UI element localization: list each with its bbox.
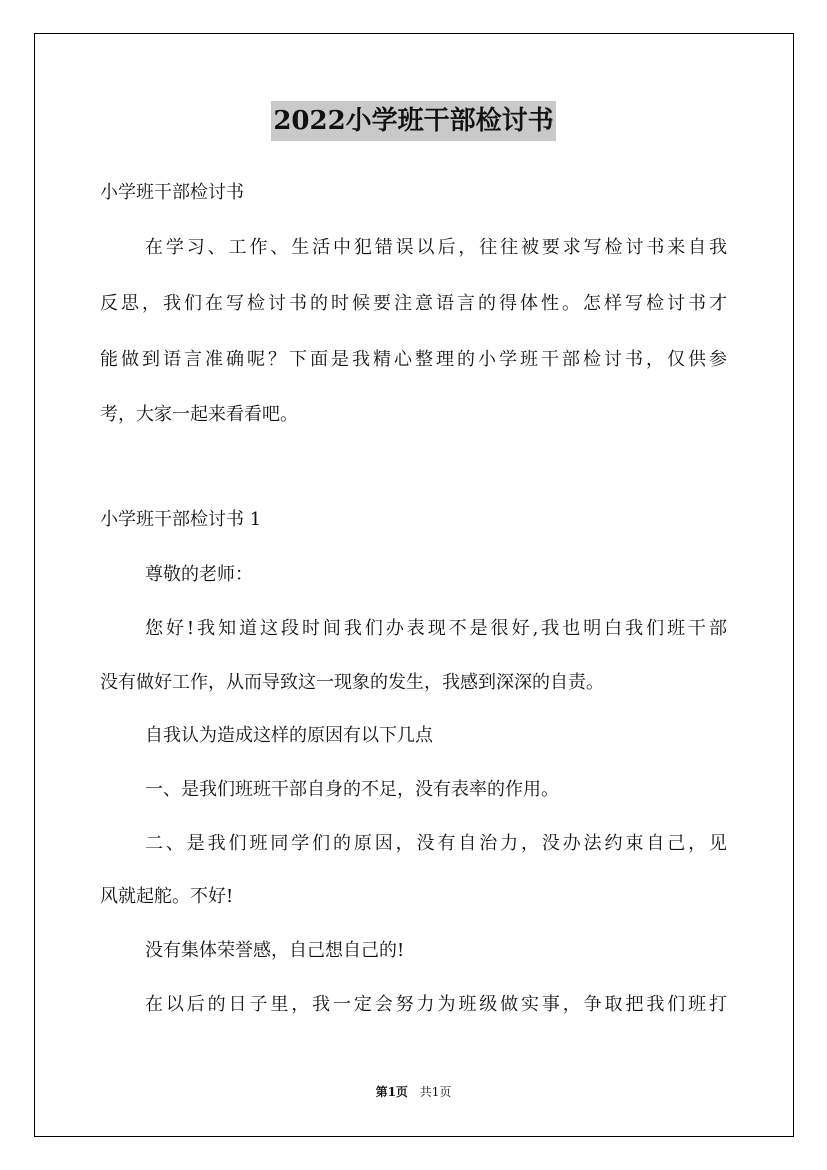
intro-line-1: 在学习、工作、生活中犯错误以后，往往被要求写检讨书来自我 [145,237,727,258]
body-line-5: 二、是我们班同学们的原因，没有自治力，没办法约束自己，见 [145,833,727,854]
intro-line-4: 考，大家一起来看看吧。 [100,404,298,425]
salutation: 尊敬的老师： [145,564,253,585]
intro-line-3: 能做到语言准确呢？下面是我精心整理的小学班干部检讨书，仅供参 [100,349,727,370]
document-title-text: 2022小学班干部检讨书 [271,101,555,141]
body-line-1: 您好!我知道这段时间我们办表现不是很好,我也明白我们班干部 [145,618,727,639]
page-footer [0,1084,827,1100]
body-line-8: 在以后的日子里，我一定会努力为班级做实事，争取把我们班打 [145,994,727,1015]
body-line-6: 风就起舵。不好! [100,886,234,907]
body-line-3: 自我认为造成这样的原因有以下几点 [145,725,433,746]
intro-line-2: 反思，我们在写检讨书的时候要注意语言的得体性。怎样写检讨书才 [100,293,727,314]
body-line-4: 一、是我们班班干部自身的不足，没有表率的作用。 [145,779,559,800]
page-total: 共1页 [419,1085,452,1099]
section-heading: 小学班干部检讨书 1 [100,509,262,530]
page-number: 第1页 [375,1085,408,1099]
document-subtitle: 小学班干部检讨书 [100,182,244,203]
body-line-2: 没有做好工作，从而导致这一现象的发生，我感到深深的自责。 [100,672,604,693]
document-title [0,101,827,141]
body-line-7: 没有集体荣誉感，自己想自己的! [145,940,405,961]
